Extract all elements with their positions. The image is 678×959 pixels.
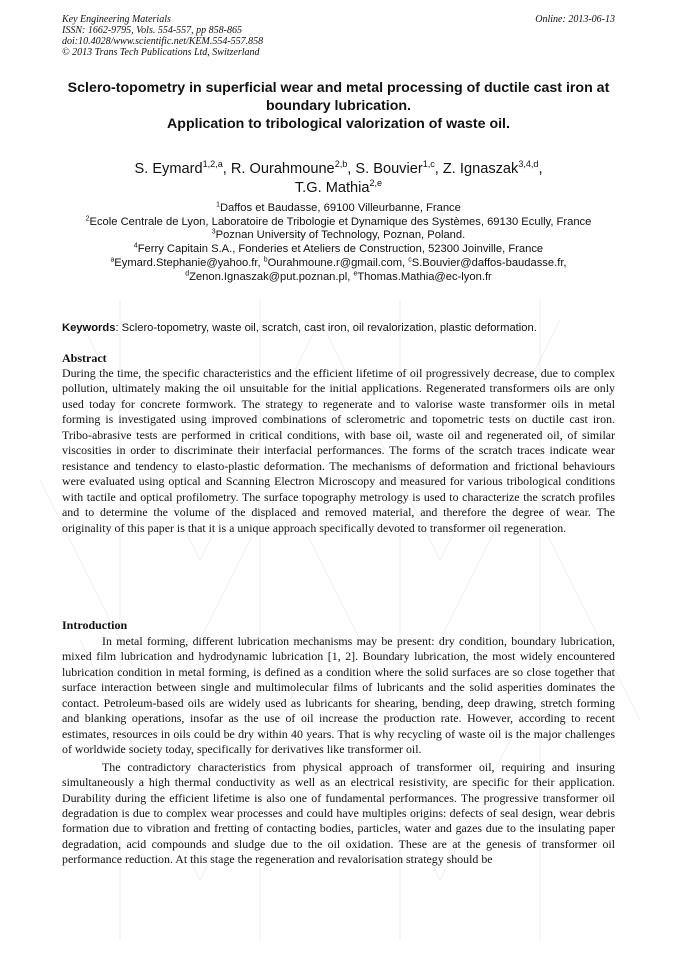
introduction-heading: Introduction: [62, 618, 128, 632]
title-line-2: Application to tribological valorization of waste oil.: [167, 116, 510, 132]
abstract-body: [62, 366, 615, 536]
keywords-text: : Sclero-topometry, waste oil, scratch, cast iron, oil revalorization, plastic deformation.: [115, 322, 537, 334]
journal-name: Key Engineering Materials: [62, 14, 171, 25]
affiliations: [62, 202, 615, 284]
copyright-line: © 2013 Trans Tech Publications Ltd, Switzerland: [62, 47, 260, 58]
doi-line: doi:10.4028/www.scientific.net/KEM.554-557.858: [62, 36, 264, 47]
introduction-body: [62, 634, 615, 868]
affiliation: $^4$Ferry Capitain S.A., Fonderies et Ateliers de Construction, 52300 Joinville, France: [133, 242, 544, 256]
online-date: Online: 2013-06-13: [535, 14, 615, 25]
keywords: [62, 321, 615, 335]
affiliation: $^3$Poznan University of Technology, Poznan, Poland.: [211, 228, 466, 242]
title-line-1: Sclero-topometry in superficial wear and metal processing of ductile cast iron at boundary lubrication.: [67, 80, 610, 114]
affiliation: $^2$Ecole Centrale de Lyon, Laboratoire de Tribologie et Dynamique des Systèmes, 69130 Ecully, France: [85, 214, 592, 228]
paragraph: In metal forming, different lubrication mechanisms may be present: dry condition, boundary lubrication, mixed film lubrication and hydrodynamic lubrication [1, 2]. Boundary lubrication, the most widely encountered lubrication condition in metal forming, is defined as a condition where the solid surfaces are so close together that surface interaction between single and multimolecular films of lubricants and the solid asperities dominates the contact. Petroleum-based oils are widely used as lubricants for shearing, bending, deep drawing, stretch forming and blanking operations, insofar as the use of oil increase the production rate. However, according to recent estimates, resources in oils could be dry within 40 years. That is why recycling of waste oil is the major challenges of worldwide society today, specifically for derivatives like transformer oil.: [62, 634, 615, 757]
paragraph: The contradictory characteristics from physical approach of transformer oil, requiring and insuring simultaneously a high thermal conductivity as well as an electrical resistivity, are specific for their application. Durability during the efficient lifetime is also one of fundamental performances. The progressive transformer oil degradation is due to complex wear processes and could have multiples origins: defects of seal design, wear debris formation due to vibration and fretting of contacting bodies, particles, water and gazes due to the insulating paper degradation, acid compounds and sludge due to the oil oxidation. These are at the genesis of transformer oil performance reduction. At this stage the regeneration and revalorisation strategy should be: [62, 759, 615, 867]
paper-title: [62, 80, 615, 134]
author-list: [62, 160, 615, 198]
author: Z. Ignaszak$^{3,4,d}$,: [442, 159, 543, 177]
abstract-text: During the time, the specific characteristics and the efficient lifetime of oil progressively decrease, due to complex pollution, ultimately making the oil unsuitable for the initial applications. Regenerated transformers oils are only used today for concrete formwork. The strategy to regenerate and to valorise waste transformer oils in metal forming is investigated using improved combinations of sclerometric and topometric tests on ductile cast iron. Tribo-abrasive tests are performed in critical conditions, with base oil, waste oil and regenerated oil, of similar viscosities in order to discriminate their interfacial performances. The forms of the scratch traces indicate wear resistance and tendency to elasto-plastic deformation. The mechanisms of deformation and frictional behaviours were evaluated using optical and Scanning Electron Microscopy and measured for various tribological conditions with tactile and optical profilometry. The surface topography metrology is used to characterize the scratch profiles and to determine the volume of the displaced and removed material, and therefore the degree of wear. The originality of this paper is that it is a unique approach specifically devoted to transformer oil regeneration.: [62, 366, 615, 535]
email-link[interactable]: Eymard.Stephanie@yahoo.fr,: [114, 256, 264, 269]
author: T.G. Mathia$^{2,e}$: [294, 178, 383, 196]
email-line: $^a$Eymard.Stephanie@yahoo.fr, $^b$Ourahmoune.r@gmail.com, $^c$S.Bouvier@daffos-baudasse.fr,: [110, 256, 567, 269]
author: S. Bouvier$^{1,c}$,: [355, 159, 443, 177]
author: S. Eymard$^{1,2,a}$,: [134, 159, 231, 177]
email-link[interactable]: Thomas.Mathia@ec-lyon.fr: [357, 270, 492, 283]
email-link[interactable]: Ourahmoune.r@gmail.com,: [267, 256, 409, 269]
affiliation: $^1$Daffos et Baudasse, 69100 Villeurbanne, France: [216, 201, 461, 214]
email-link[interactable]: Zenon.Ignaszak@put.poznan.pl,: [189, 270, 354, 283]
abstract-heading: Abstract: [62, 351, 107, 365]
journal-header: [62, 14, 615, 58]
issn-line: ISSN: 1662-9795, Vols. 554-557, pp 858-865: [62, 25, 242, 36]
email-link[interactable]: S.Bouvier@daffos-baudasse.fr,: [411, 256, 567, 269]
author: R. Ourahmoune$^{2,b}$,: [230, 159, 356, 177]
email-line: $^d$Zenon.Ignaszak@put.poznan.pl, $^e$Thomas.Mathia@ec-lyon.fr: [185, 269, 492, 283]
keywords-label: Keywords: [62, 322, 116, 334]
